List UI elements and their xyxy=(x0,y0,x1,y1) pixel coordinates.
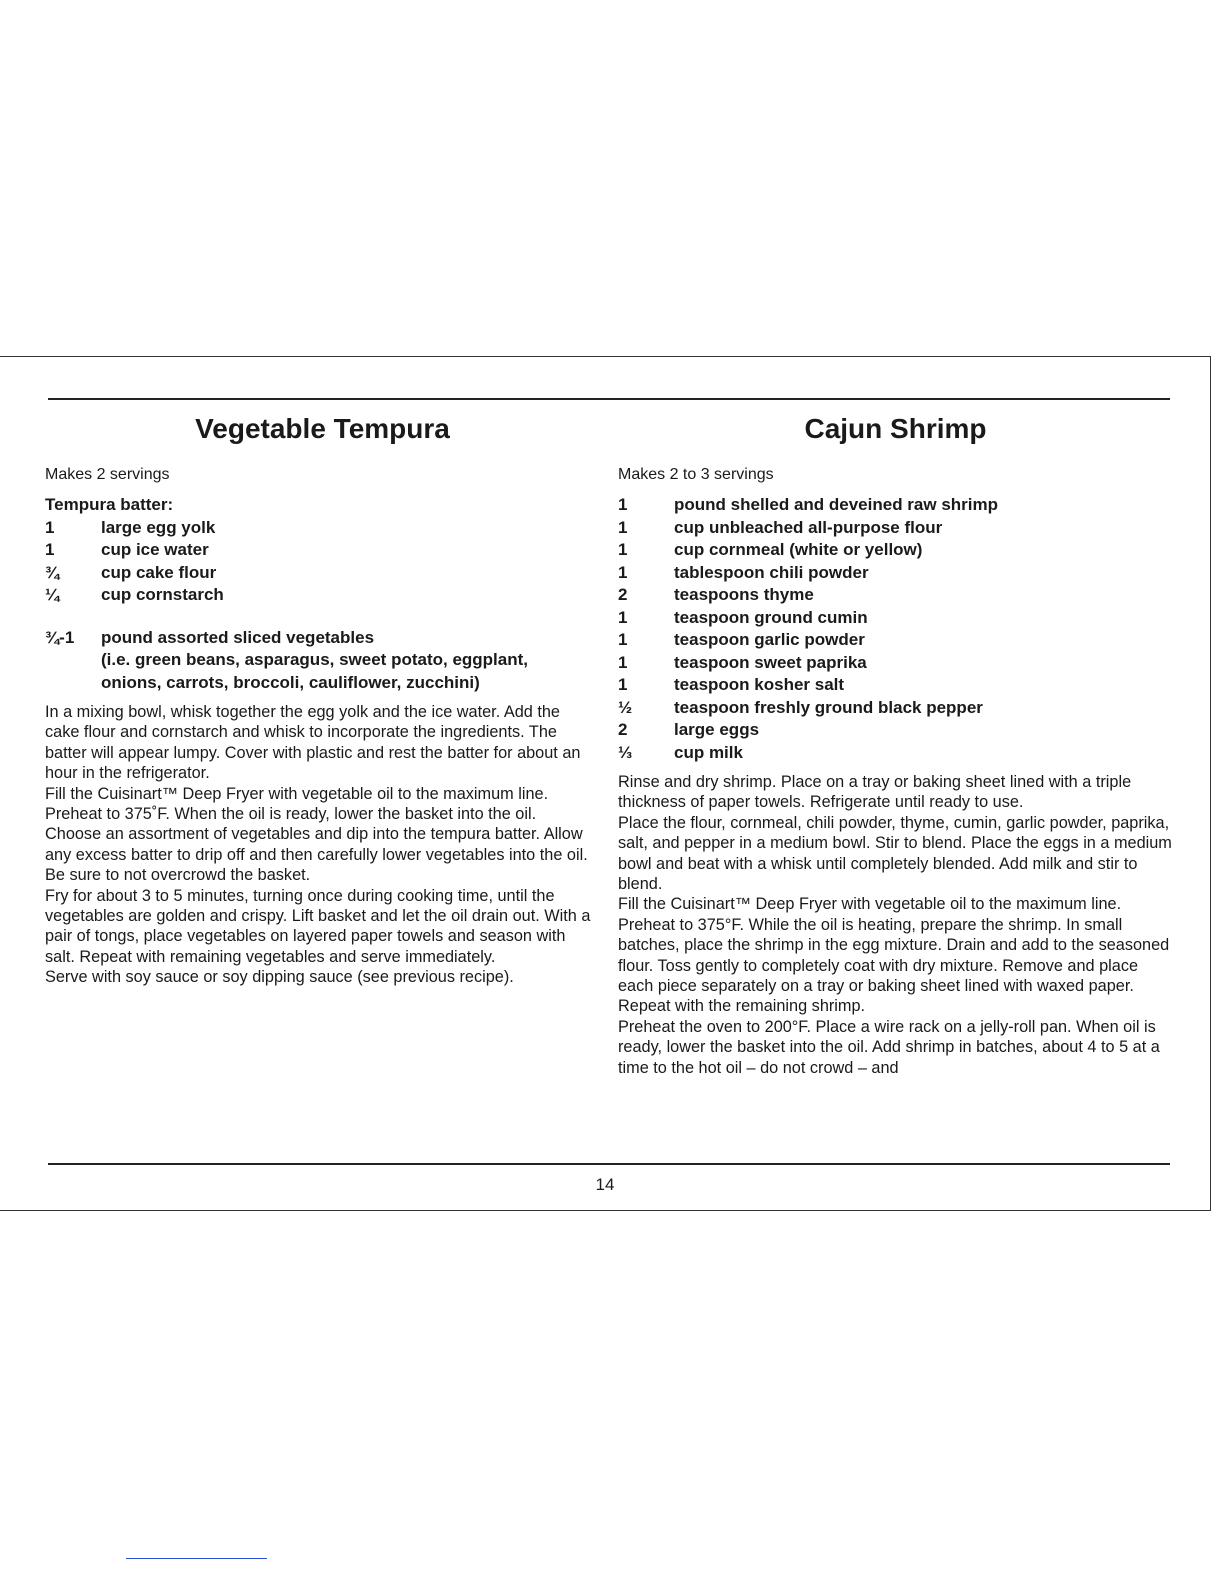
cajun-shrimp-recipe xyxy=(618,408,1173,1078)
page-number: 14 xyxy=(595,1175,615,1194)
instruction-paragraph: Place the flour, cornmeal, chili powder, thyme, cumin, garlic powder, paprika, salt, and pepper in a medium bowl. Stir to blend. Place the eggs in a medium bowl and beat with a whisk until completely blended. Add milk and stir to blend. xyxy=(618,813,1172,894)
ingredient-list xyxy=(45,494,595,694)
instruction-paragraph: Fry for about 3 to 5 minutes, turning once during cooking time, until the vegetables are golden and crispy. Lift basket and let the oil drain out. With a pair of tongs, place vegetables on layered paper towels and season with salt. Repeat with remaining vegetables and serve immediately. xyxy=(45,886,591,966)
ingredient: 2 large eggs xyxy=(618,720,760,739)
ingredient: ½ teaspoon freshly ground black pepper xyxy=(618,697,983,717)
ingredient: 1 teaspoon ground cumin xyxy=(618,607,868,627)
servings: Makes 2 to 3 servings xyxy=(618,466,774,483)
ingredient: ¾ cup cake flour xyxy=(45,562,217,582)
recipe-title: Cajun Shrimp xyxy=(804,413,987,444)
ingredient-vegetables: ¾-1 pound assorted sliced vegetables (i.e. green beans, asparagus, sweet potato, eggplant, onions, carrots, broccoli, cauliflower, zucchini) xyxy=(45,627,528,692)
ingredient: 1 teaspoon garlic powder xyxy=(618,630,865,649)
ingredient: 1 teaspoon kosher salt xyxy=(618,675,845,694)
instruction-paragraph: Fill the Cuisinart™ Deep Fryer with vegetable oil to the maximum line. Preheat to 375°F. While the oil is heating, prepare the shrimp. In small batches, place the shrimp in the egg mixture. Drain and add to the seasoned flour. Toss gently to completely coat with dry mixture. Remove and place each piece separately on a tray or baking sheet lined with waxed paper. Repeat with the remaining shrimp. xyxy=(618,895,1170,1016)
instruction-paragraph: Preheat the oven to 200°F. Place a wire rack on a jelly-roll pan. When oil is ready, lower the basket into the oil. Add shrimp in batches, about 4 to 5 at a time to the hot oil – do not crowd – and xyxy=(618,1017,1160,1077)
ingredient-list xyxy=(618,494,1173,764)
ingredient: 1 cup unbleached all-purpose flour xyxy=(618,517,943,537)
recipe-title: Vegetable Tempura xyxy=(195,413,450,444)
servings: Makes 2 servings xyxy=(45,466,170,483)
bottom-rule xyxy=(48,1163,1170,1165)
ingredient: 1 teaspoon sweet paprika xyxy=(618,652,867,672)
ingredient: 1 large egg yolk xyxy=(45,517,216,537)
ingredient: 1 cup ice water xyxy=(45,540,209,559)
ingredient: 1 cup cornmeal (white or yellow) xyxy=(618,540,923,559)
instruction-paragraph: Rinse and dry shrimp. Place on a tray or baking sheet lined with a triple thickness of paper towels. Refrigerate until ready to use. xyxy=(618,773,1132,812)
instruction-paragraph: Fill the Cuisinart™ Deep Fryer with vegetable oil to the maximum line. Preheat to 375˚F. When the oil is ready, lower the basket into the oil. Choose an assortment of vegetables and dip into the tempura batter. Allow any excess batter to drip off and then carefully lower vegetables into the oil. Be sure to not overcrowd the basket. xyxy=(45,784,588,885)
ingredient: 1 tablespoon chili powder xyxy=(618,562,869,582)
ingredient: ⅓ cup milk xyxy=(618,742,743,762)
ingredient: 2 teaspoons thyme xyxy=(618,585,814,604)
vegetable-tempura-recipe xyxy=(45,408,595,988)
ingredient: 1 pound shelled and deveined raw shrimp xyxy=(618,495,999,514)
footnote-line xyxy=(126,1558,267,1559)
instruction-paragraph: Serve with soy sauce or soy dipping sauce (see previous recipe). xyxy=(45,968,514,987)
batter-heading: Tempura batter: xyxy=(45,495,174,514)
instruction-paragraph: In a mixing bowl, whisk together the egg yolk and the ice water. Add the cake flour and cornstarch and whisk to incorporate the ingredients. The batter will appear lumpy. Cover with plastic and rest the batter for about an hour in the refrigerator. xyxy=(45,703,581,783)
top-rule xyxy=(48,398,1170,400)
ingredient: ¼ cup cornstarch xyxy=(45,585,224,604)
